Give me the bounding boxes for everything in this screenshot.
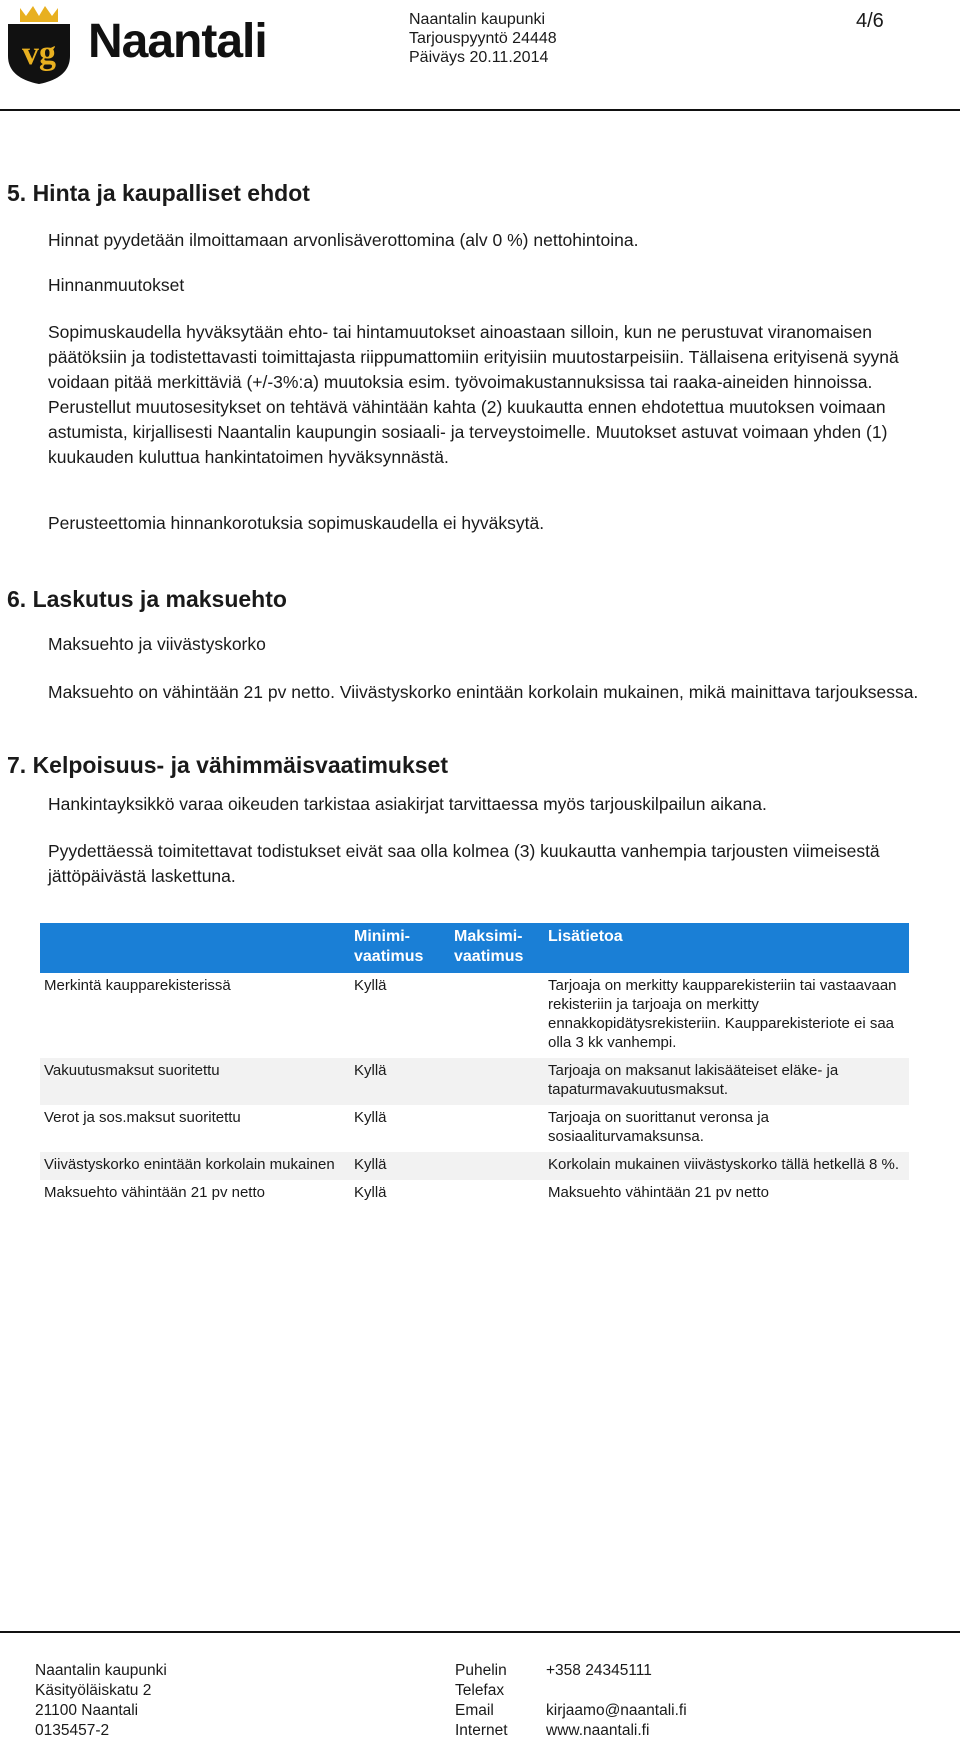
header-org: Naantalin kaupunki (409, 11, 546, 28)
section-5-heading: 5. Hinta ja kaupalliset ehdot (7, 180, 310, 206)
table-row (40, 1105, 909, 1152)
table-row (40, 1180, 909, 1208)
footer-street: Käsityöläiskatu 2 (35, 1682, 152, 1699)
table-header-row (40, 923, 909, 973)
table-row (40, 973, 909, 1058)
section-6-heading: 6. Laskutus ja maksuehto (7, 586, 287, 612)
page-number: 4/6 (856, 10, 884, 32)
max-requirement (450, 973, 544, 1058)
max-requirement (450, 1105, 544, 1152)
footer-contact-values (546, 1661, 687, 1741)
additional-info: Tarjoaja on maksanut lakisääteiset eläke- ja tapaturmavakuutusmaksut. (548, 1062, 839, 1098)
footer-email[interactable]: kirjaamo@naantali.fi (546, 1702, 687, 1719)
requirements-table (40, 923, 909, 1208)
section-5-closing: Perusteettomia hinnankorotuksia sopimuskaudella ei hyväksytä. (48, 513, 545, 533)
min-requirement: Kyllä (354, 1156, 387, 1173)
footer-label-email: Email (455, 1702, 494, 1719)
footer-label-fax: Telefax (455, 1682, 505, 1699)
footer-address (35, 1661, 167, 1741)
min-requirement: Kyllä (354, 1062, 387, 1079)
table-header-cell: Maksimi- vaatimus (450, 923, 544, 973)
table-row (40, 1152, 909, 1180)
footer-website[interactable]: www.naantali.fi (546, 1722, 650, 1739)
max-requirement (450, 1152, 544, 1180)
header-divider (0, 109, 960, 111)
header-meta (409, 10, 557, 67)
requirement-name: Verot ja sos.maksut suoritettu (44, 1109, 241, 1126)
max-requirement (450, 1058, 544, 1105)
section-5-body: Sopimuskaudella hyväksytään ehto- tai hintamuutokset ainoastaan silloin, kun ne perustuvat viranomaisen päätöksiin ja todistettavasti toimittajasta riippumattomiin erityisiin muutostarpeisiin. Tällaisena erityisenä syynä voidaan pitää merkittäviä (+/-3%:a) muutoksia esim. työvoimakustannuksissa tai raaka-aineiden hinnoissa. Perustellut muutosesitykset on tehtävä vähintään kahta (2) kuukautta ennen ehdotettua muutoksen voimaan astumista, kirjallisesti Naantalin kaupungin sosiaali- ja terveystoimelle. Muutokset astuvat voimaan yhden (1) kuukauden kuluttua hankintatoimen hyväksynnästä. (48, 322, 899, 467)
footer-label-internet: Internet (455, 1722, 508, 1739)
additional-info: Tarjoaja on suorittanut veronsa ja sosiaaliturvamaksunsa. (548, 1109, 769, 1145)
section-6-body: Maksuehto on vähintään 21 pv netto. Viivästyskorko enintään korkolain mukainen, mikä mainittava tarjouksessa. (48, 682, 919, 702)
table-header-cell: Lisätietoa (544, 923, 909, 973)
min-requirement: Kyllä (354, 1184, 387, 1201)
footer-fax (546, 1681, 687, 1701)
section-7-heading: 7. Kelpoisuus- ja vähimmäisvaatimukset (7, 752, 449, 778)
max-requirement (450, 1180, 544, 1208)
table-row (40, 1058, 909, 1105)
min-requirement: Kyllä (354, 977, 387, 994)
footer-org: Naantalin kaupunki (35, 1662, 167, 1679)
section-5-subheading: Hinnanmuutokset (48, 275, 185, 295)
section-7-p1: Hankintayksikkö varaa oikeuden tarkistaa asiakirjat tarvittaessa myös tarjouskilpailun aikana. (48, 794, 767, 814)
section-7-p2: Pyydettäessä toimitettavat todistukset eivät saa olla kolmea (3) kuukautta vanhempia tarjousten viimeisestä jättöpäivästä laskettuna. (48, 841, 880, 886)
requirement-name: Merkintä kaupparekisterissä (44, 977, 231, 994)
footer-business-id: 0135457-2 (35, 1722, 110, 1739)
footer-phone: +358 24345111 (546, 1662, 652, 1679)
additional-info: Maksuehto vähintään 21 pv netto (548, 1184, 769, 1201)
section-5-intro: Hinnat pyydetään ilmoittamaan arvonlisäverottomina (alv 0 %) nettohintoina. (48, 230, 639, 250)
additional-info: Tarjoaja on merkitty kaupparekisteriin tai vastaavaan rekisteriin ja tarjoaja on merkitty ennakkopidätysrekisteriin. Kaupparekisteriote ei saa olla 3 kk vanhempi. (548, 977, 897, 1051)
section-6-subheading: Maksuehto ja viivästyskorko (48, 634, 266, 654)
table-header-cell (40, 923, 350, 973)
requirement-name: Vakuutusmaksut suoritettu (44, 1062, 220, 1079)
logo-wordmark: Naantali (88, 15, 267, 68)
header-date: Päiväys 20.11.2014 (409, 49, 549, 66)
requirement-name: Viivästyskorko enintään korkolain mukainen (44, 1156, 335, 1173)
footer-label-phone: Puhelin (455, 1662, 507, 1679)
logo-initials: vg (22, 35, 56, 72)
min-requirement: Kyllä (354, 1109, 387, 1126)
requirement-name: Maksuehto vähintään 21 pv netto (44, 1184, 265, 1201)
footer-divider (0, 1631, 960, 1633)
naantali-coat-of-arms-logo (6, 6, 72, 84)
footer-postal: 21100 Naantali (35, 1702, 139, 1719)
footer-contact-labels (455, 1661, 508, 1741)
table-header-cell: Minimi- vaatimus (350, 923, 450, 973)
additional-info: Korkolain mukainen viivästyskorko tällä hetkellä 8 %. (548, 1156, 899, 1173)
header-doc-ref: Tarjouspyyntö 24448 (409, 30, 557, 47)
